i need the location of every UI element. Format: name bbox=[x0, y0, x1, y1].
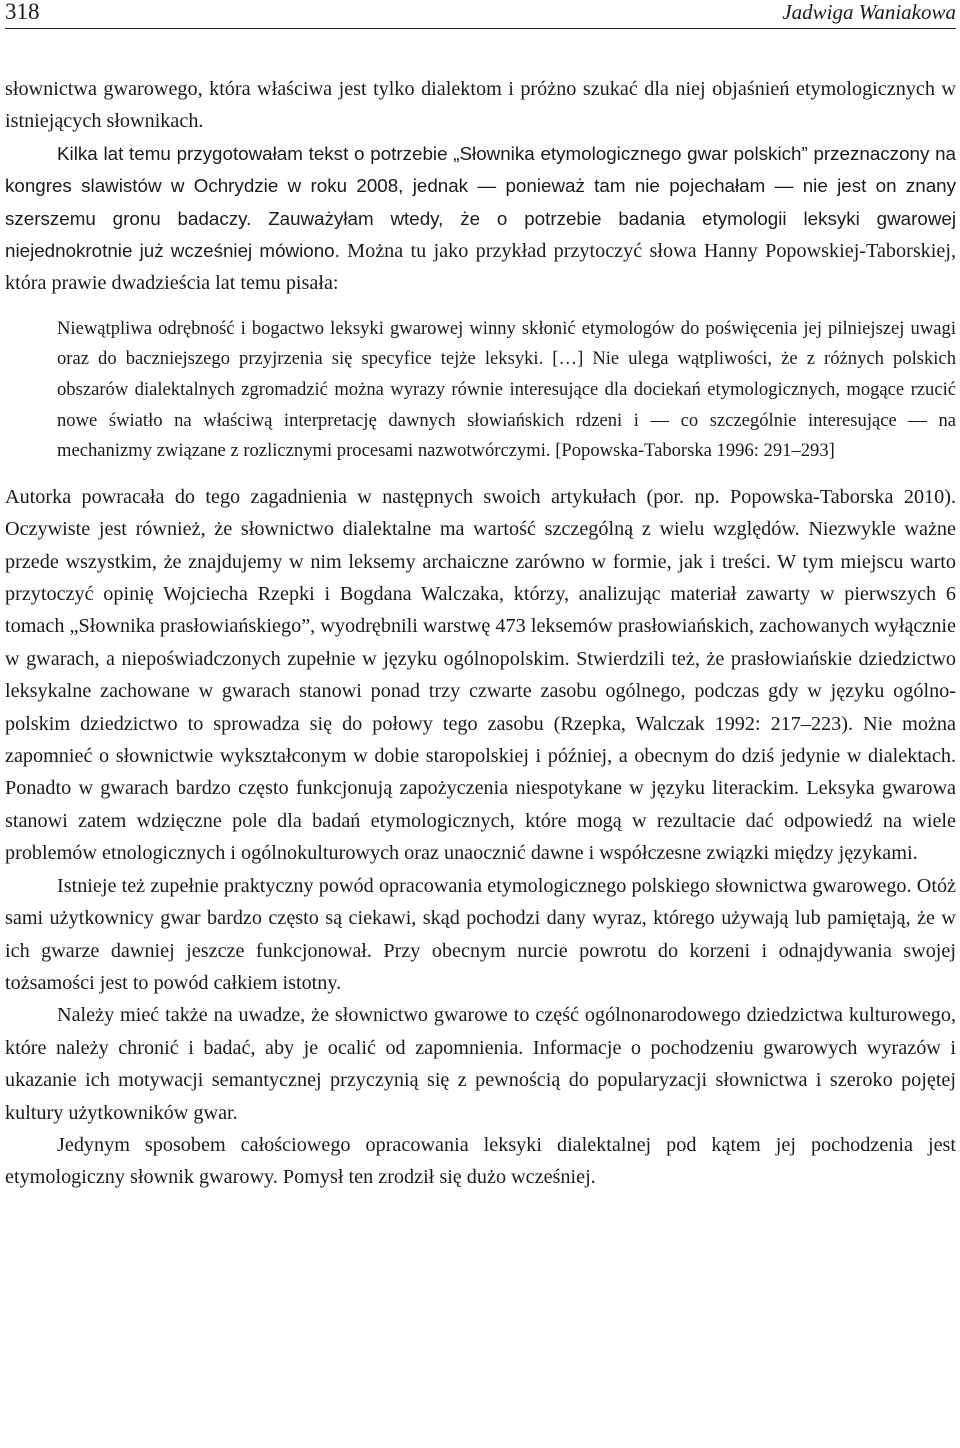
paragraph-serif-segment: Można tu jako przykład przytoczyć słowa Hanny Popowskiej-Taborskiej, która prawie dwadzieścia lat temu pisała: bbox=[5, 240, 956, 295]
paragraph-kilka-lat-temu bbox=[5, 138, 956, 300]
paragraph-continuation: słownictwa gwarowego, która właściwa jest tylko dialektom i próżno szukać dla niej objaśnień etymologicznych w istniejących słownikach. bbox=[5, 78, 956, 133]
running-head-author: Jadwiga Waniakowa bbox=[782, 0, 956, 24]
paragraph-sans-segment: Kilka lat temu przygotowałam tekst o potrzebie „Słownika etymologicznego gwar polskich” przeznaczony na kongres slawistów w Ochrydzie w roku 2008, jednak — ponieważ tam nie pojechałam — nie jest on znany szerszemu gronu badaczy. Zauważyłam wtedy, że o potrzebie badania etymologii leksyki gwarowej niejednokrotnie już wcześniej mówiono. bbox=[5, 142, 956, 262]
running-header bbox=[5, 0, 956, 29]
paragraph-autorka: Autorka powracała do tego zagadnienia w następnych swoich artykułach (por. np. Popowska-Taborska 2010). Oczywiste jest również, że słownictwo dialektalne ma wartość szczególną z wielu względów. Niezwykle ważne przede wszystkim, że znajdujemy w nim leksemy archaiczne zarówno w formie, jak i treści. W tym miejscu warto przytoczyć opinię Wojciecha Rzepki i Bogdana Walczaka, którzy, analizując materiał zawarty w pierwszych 6 tomach „Słownika prasłowiańskiego”, wyodrębnili warstwę 473 leksemów prasłowiańskich, zachowanych wyłącznie w gwarach, a niepoświadczonych zupełnie w języku ogólnopolskim. Stwierdzili też, że prasłowiańskie dziedzictwo leksykalne zachowane w gwarach stanowi ponad trzy czwarte zasobu ogólnego, podczas gdy w języku ogólnopolskim dziedzictwo to sprowadza się do połowy tego zasobu (Rzepka, Walczak 1992: 217–223). Nie można zapomnieć o słownictwie wykształconym w dobie staropolskiej i później, a obecnym do dziś jedynie w dialektach. Ponadto w gwarach bardzo często funkcjonują zapożyczenia niespotykane w języku literackim. Leksyka gwarowa stanowi zatem wdzięczne pole dla badań etymologicznych, które mogą w rezultacie dać odpowiedź na wiele problemów etnologicznych i ogólnokulturowych oraz unaocznić dawne i współczesne związki między językami. bbox=[5, 485, 956, 865]
block-quote: Niewątpliwa odrębność i bogactwo leksyki gwarowej winny skłonić etymologów do poświęcenia jej pilniejszej uwagi oraz do baczniejszego przyjrzenia się specyfice tejże leksyki. […] Nie ulega wątpliwości, że z różnych polskich obszarów dialektalnych zgromadzić można wyrazy równie interesujące dla dociekań etymologicznych, mogące rzucić nowe światło na właściwą interpretację dawnych słowiańskich rdzeni i — co szczególnie interesujące — na mechanizmy związane z rozlicznymi procesami nazwotwórczymi. [Popowska-Taborska 1996: 291–293] bbox=[57, 317, 956, 462]
paragraph-istnieje: Istnieje też zupełnie praktyczny powód opracowania etymologicznego polskiego słownictwa gwarowego. Otóż sami użytkownicy gwar bardzo często są ciekawi, skąd pochodzi dany wyraz, którego używają lub pamiętają, że w ich gwarze dawniej jeszcze funkcjonował. Przy obecnym nurcie powrotu do korzeni i odnajdywania swojej tożsamości jest to powód całkiem istotny. bbox=[5, 874, 956, 994]
page-number: 318 bbox=[5, 0, 40, 24]
body-text bbox=[5, 73, 956, 1194]
paragraph-nalezy: Należy mieć także na uwadze, że słownictwo gwarowe to część ogólnonarodowego dziedzictwa kulturowego, które należy chronić i badać, aby je ocalić od zapomnienia. Informacje o pochodzeniu gwarowych wyrazów i ukazanie ich motywacji semantycznej przyczynią się z pewnością do popularyzacji słownictwa i szeroko pojętej kultury użytkowników gwar. bbox=[5, 1004, 956, 1124]
paragraph-jedynym: Jedynym sposobem całościowego opracowania leksyki dialektalnej pod kątem jej pochodzenia jest etymologiczny słownik gwarowy. Pomysł ten zrodził się dużo wcześniej. bbox=[5, 1133, 956, 1189]
